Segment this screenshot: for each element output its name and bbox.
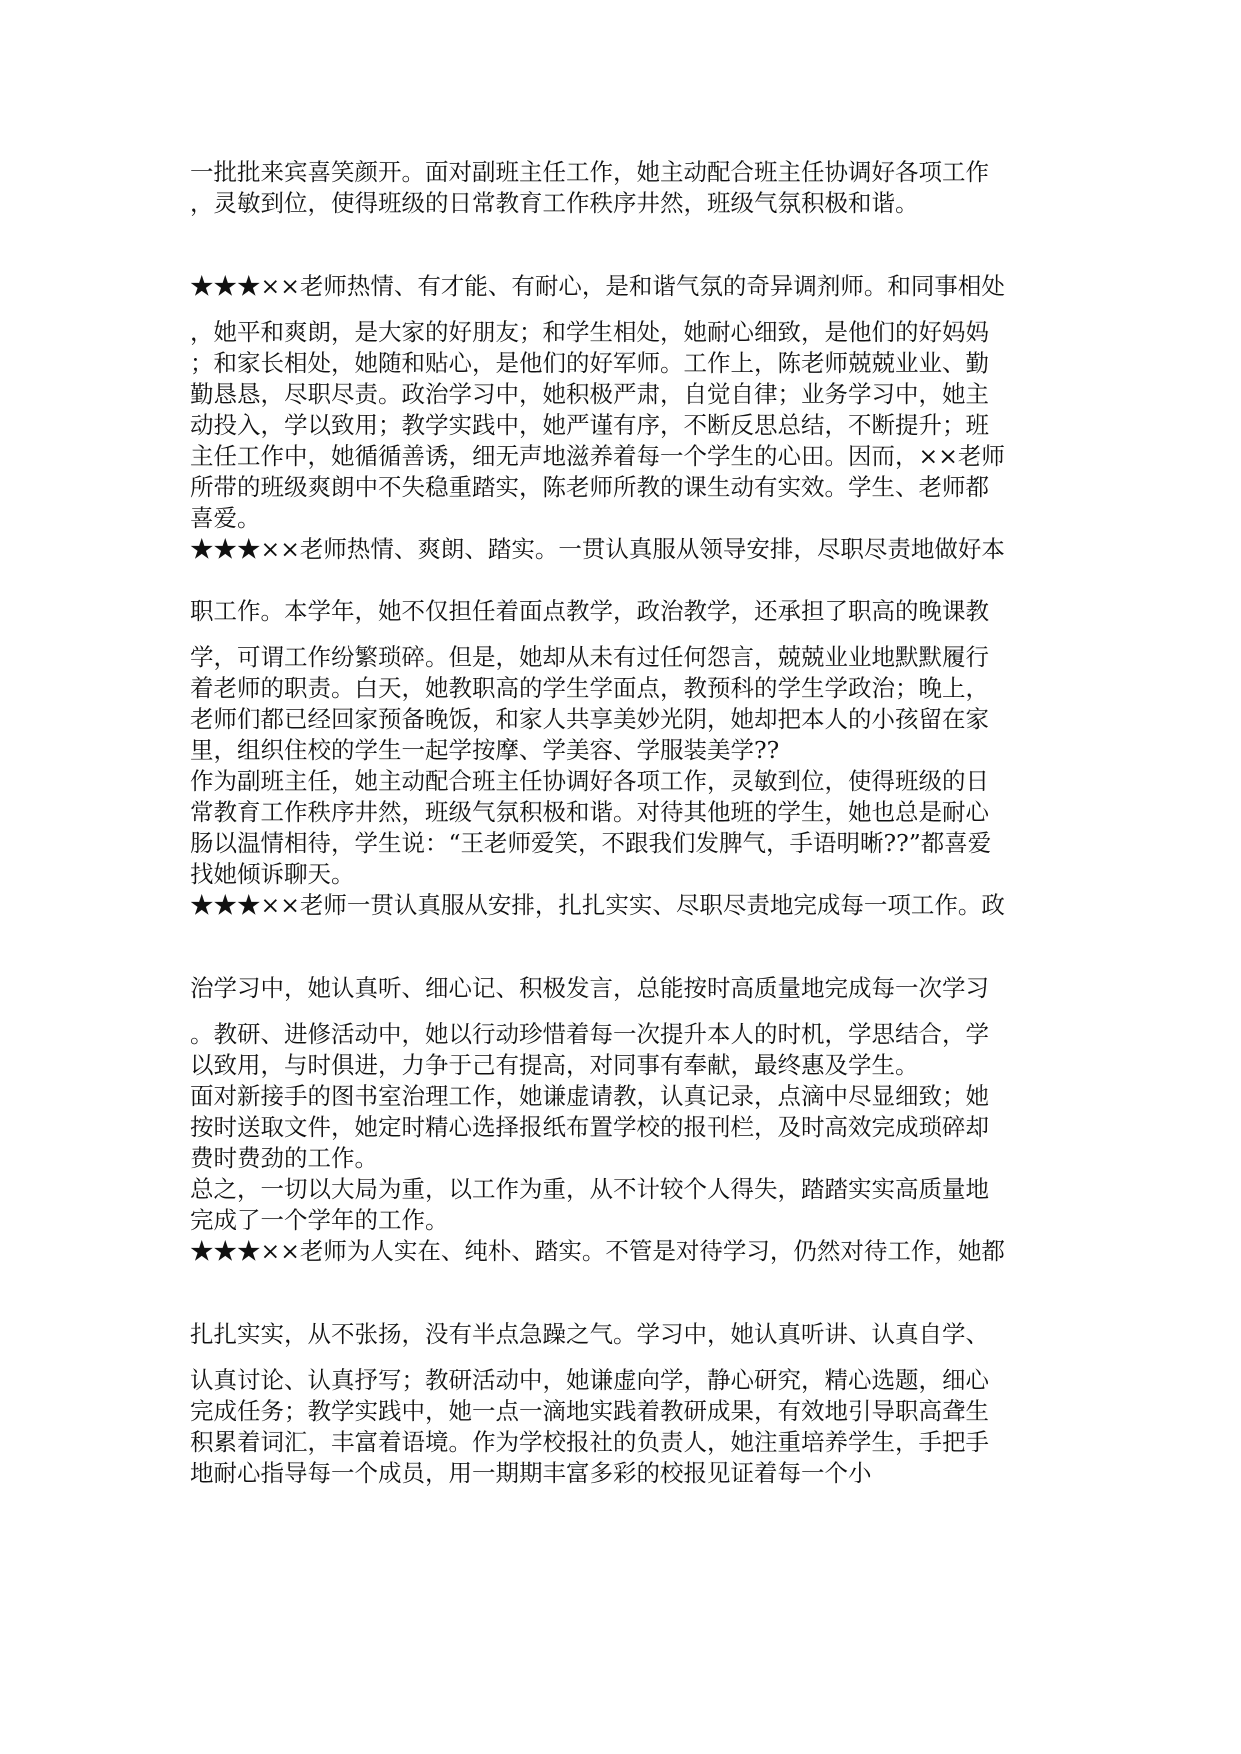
text-line: 认真讨论、认真抒写；教研活动中，她谦虚向学，静心研究，精心选题，细心 bbox=[190, 1366, 989, 1394]
paragraph-lead-line: ★★★××老师热情、有才能、有耐心，是和谐气氛的奇异调剂师。和同事相处 bbox=[190, 272, 1005, 300]
text-line: 完成了一个学年的工作。 bbox=[190, 1206, 449, 1234]
text-line: 常教育工作秩序井然，班级气氛积极和谐。对待其他班的学生，她也总是耐心 bbox=[190, 798, 989, 826]
text-line: ★★★××老师一贯认真服从安排，扎扎实实、尽职尽责地完成每一项工作。政 bbox=[190, 891, 1005, 919]
text-line: 主任工作中，她循循善诱，细无声地滋养着每一个学生的心田。因而，××老师 bbox=[190, 442, 1005, 470]
text-line: 面对新接手的图书室治理工作，她谦虚请教，认真记录，点滴中尽显细致；她 bbox=[190, 1082, 989, 1110]
text-line: ★★★××老师热情、爽朗、踏实。一贯认真服从领导安排，尽职尽责地做好本 bbox=[190, 535, 1005, 563]
text-line: 按时送取文件，她定时精心选择报纸布置学校的报刊栏，及时高效完成琐碎却 bbox=[190, 1113, 989, 1141]
text-line: ★★★××老师为人实在、纯朴、踏实。不管是对待学习，仍然对待工作，她都 bbox=[190, 1237, 1005, 1265]
text-line: 里，组织住校的学生一起学按摩、学美容、学服装美学?? bbox=[190, 736, 780, 764]
text-line: 喜爱。 bbox=[190, 504, 261, 532]
text-line: 所带的班级爽朗中不失稳重踏实，陈老师所教的课生动有实效。学生、老师都 bbox=[190, 473, 989, 501]
text-line: 动投入，学以致用；教学实践中，她严谨有序，不断反思总结，不断提升；班 bbox=[190, 411, 989, 439]
text-line: ，灵敏到位，使得班级的日常教育工作秩序井然，班级气氛积极和谐。 bbox=[190, 189, 919, 217]
text-line: 老师们都已经回家预备晚饭，和家人共享美妙光阴，她却把本人的小孩留在家 bbox=[190, 705, 989, 733]
paragraph-lead-line: 职工作。本学年，她不仅担任着面点教学，政治教学，还承担了职高的晚课教 bbox=[190, 597, 989, 625]
text-line: 地耐心指导每一个成员，用一期期丰富多彩的校报见证着每一个小 bbox=[190, 1459, 872, 1487]
text-line: ，她平和爽朗，是大家的好朋友；和学生相处，她耐心细致，是他们的好妈妈 bbox=[190, 318, 989, 346]
text-line: 完成任务；教学实践中，她一点一滴地实践着教研成果，有效地引导职高聋生 bbox=[190, 1397, 989, 1425]
text-line: 积累着词汇，丰富着语境。作为学校报社的负责人，她注重培养学生，手把手 bbox=[190, 1428, 989, 1456]
text-line: 一批批来宾喜笑颜开。面对副班主任工作，她主动配合班主任协调好各项工作 bbox=[190, 158, 989, 186]
text-line: 以致用，与时俱进，力争于己有提高，对同事有奉献，最终惠及学生。 bbox=[190, 1051, 919, 1079]
paragraph-lead-line: 治学习中，她认真听、细心记、积极发言，总能按时高质量地完成每一次学习 bbox=[190, 974, 989, 1002]
text-line: 找她倾诉聊天。 bbox=[190, 860, 355, 888]
text-line: 学，可谓工作纷繁琐碎。但是，她却从未有过任何怨言，兢兢业业地默默履行 bbox=[190, 643, 989, 671]
text-line: 肠以温情相待，学生说：“王老师爱笑，不跟我们发脾气，手语明晰??”都喜爱 bbox=[190, 829, 992, 857]
text-line: 。教研、进修活动中，她以行动珍惜着每一次提升本人的时机，学思结合，学 bbox=[190, 1020, 989, 1048]
text-line: 着老师的职责。白天，她教职高的学生学面点，教预科的学生学政治；晚上， bbox=[190, 674, 989, 702]
text-line: ；和家长相处，她随和贴心，是他们的好军师。工作上，陈老师兢兢业业、勤 bbox=[190, 349, 989, 377]
text-line: 总之，一切以大局为重，以工作为重，从不计较个人得失，踏踏实实高质量地 bbox=[190, 1175, 989, 1203]
text-line: 作为副班主任，她主动配合班主任协调好各项工作，灵敏到位，使得班级的日 bbox=[190, 767, 989, 795]
paragraph-lead-line: 扎扎实实，从不张扬，没有半点急躁之气。学习中，她认真听讲、认真自学、 bbox=[190, 1320, 989, 1348]
text-line: 费时费劲的工作。 bbox=[190, 1144, 378, 1172]
text-line: 勤恳恳，尽职尽责。政治学习中，她积极严肃，自觉自律；业务学习中，她主 bbox=[190, 380, 989, 408]
